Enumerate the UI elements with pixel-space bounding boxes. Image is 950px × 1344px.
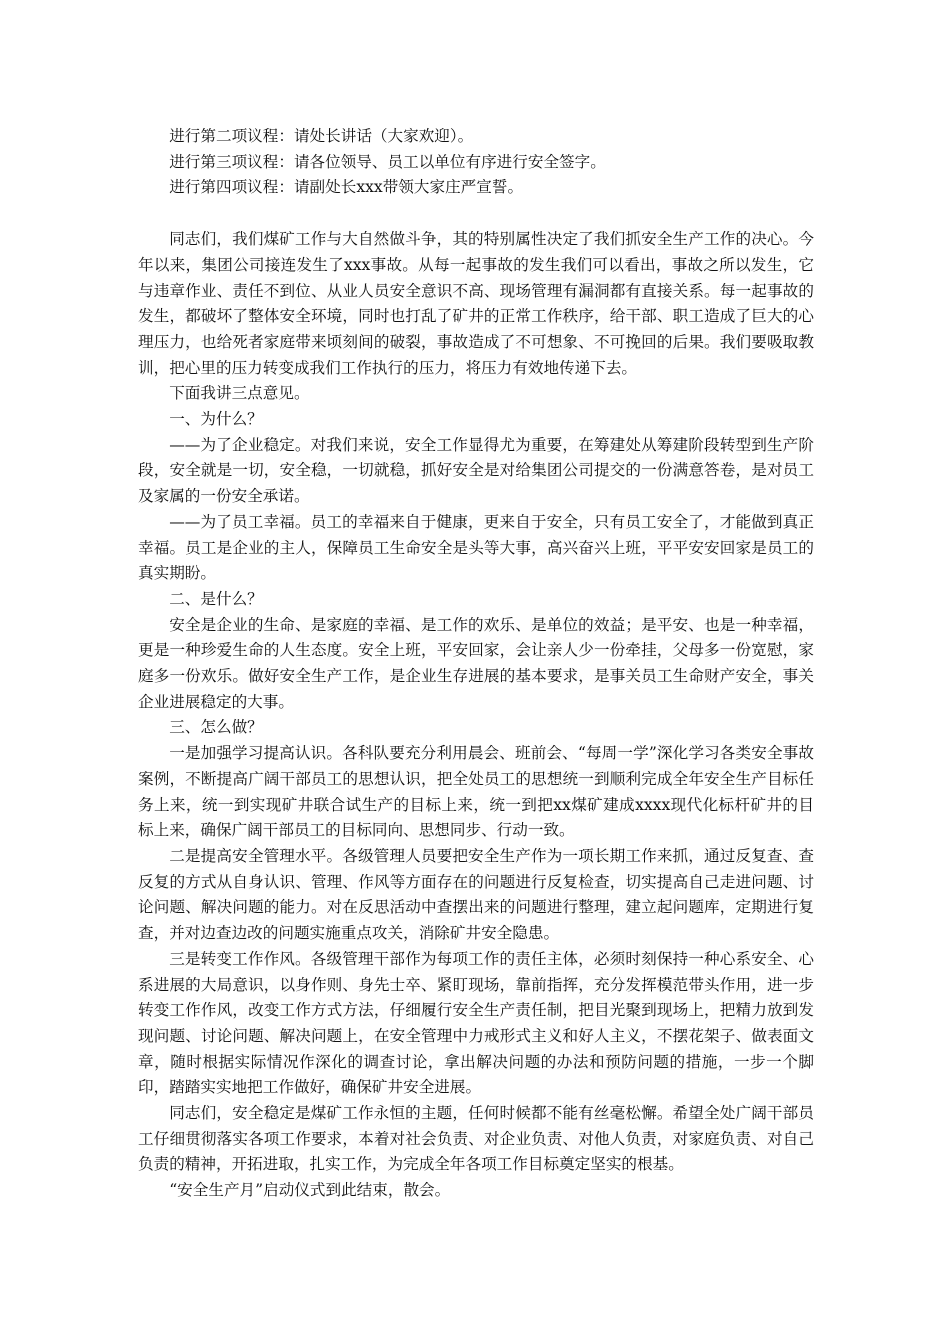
paragraph-opening: 同志们，我们煤矿工作与大自然做斗争，其的特别属性决定了我们抓安全生产工作的决心。今年以来，集团公司接连发生了xxx事故。从每一起事故的发生我们可以看出，事故之所以发生，它与违章作业、责任不到位、从业人员安全意识不高、现场管理有漏洞都有直接关系。每一起事故的发生，都破坏了整体安全环境，同时也打乱了矿井的正常工作秩序，给干部、职工造成了巨大的心理压力，也给死者家庭带来顷刻间的破裂，事故造成了不可想象、不可挽回的后果。我们要吸取教训，把心里的压力转变成我们工作执行的压力，将压力有效地传递下去。 <box>138 230 814 377</box>
paragraph-work-style: 三是转变工作作风。各级管理干部作为每项工作的责任主体，必须时刻保持一种心系安全、心系进展的大局意识，以身作则、身先士卒、紧盯现场，靠前指挥，充分发挥模范带头作用，进一步转变工作作风，改变工作方式方法，仔细履行安全生产责任制，把目光聚到现场上，把精力放到发现问题、讨论问题、解决问题上，在安全管理中力戒形式主义和好人主义，不摆花架子、做表面文章，随时根据实际情况作深化的调查讨论，拿出解决问题的办法和预防问题的措施，一步一个脚印，踏踏实实地把工作做好，确保矿井安全进展。 <box>138 949 814 1097</box>
paragraph-intro: 下面我讲三点意见。 <box>169 384 310 403</box>
agenda-item: 进行第四项议程：请副处长xxx带领大家庄严宣誓。 <box>169 178 524 197</box>
paragraph-end: “安全生产月”启动仪式到此结束，散会。 <box>169 1181 451 1200</box>
speech-body <box>138 227 814 1204</box>
paragraph-study: 一是加强学习提高认识。各科队要充分利用晨会、班前会、“每周一学”深化学习各类安全事故案例，不断提高广阔干部员工的思想认识，把全处员工的思想统一到顺利完成全年安全生产目标任务上来，统一到实现矿井联合试生产的目标上来，统一到把xx煤矿建成xxxx现代化标杆矿井的目标上来，确保广阔干部员工的目标同向、思想同步、行动一致。 <box>138 744 814 840</box>
agenda-item: 进行第二项议程：请处长讲话（大家欢迎）。 <box>169 127 474 145</box>
paragraph-management: 二是提高安全管理水平。各级管理人员要把安全生产作为一项长期工作来抓，通过反复查、查反复的方式从自身认识、管理、作风等方面存在的问题进行反复检查，切实提高自己走进问题、讨论问题、解决问题的能力。对在反思活动中查摆出来的问题进行整理，建立起问题库，定期进行复查，并对边查边改的问题实施重点攻关，消除矿井安全隐患。 <box>138 846 814 943</box>
paragraph-enterprise-stability: ——为了企业稳定。对我们来说，安全工作显得尤为重要，在筹建处从筹建阶段转型到生产阶段，安全就是一切，安全稳，一切就稳，抓好安全是对给集团公司提交的一份满意答卷，是对员工及家属的一份安全承诺。 <box>138 435 814 506</box>
document-page <box>138 124 814 1204</box>
paragraph-closing: 同志们，安全稳定是煤矿工作永恒的主题，任何时候都不能有丝毫松懈。希望全处广阔干部员工仔细贯彻落实各项工作要求，本着对社会负责、对企业负责、对他人负责，对家庭负责、对自己负责的精神，开拓进取，扎实工作，为完成全年各项工作目标奠定坚实的根基。 <box>138 1104 814 1174</box>
agenda-section <box>138 124 814 201</box>
section-heading-what: 二、是什么？ <box>169 589 263 608</box>
section-heading-why: 一、为什么？ <box>169 410 263 429</box>
section-heading-how: 三、怎么做？ <box>169 718 263 737</box>
agenda-item: 进行第三项议程：请各位领导、员工以单位有序进行安全签字。 <box>169 152 606 171</box>
paragraph-employee-happiness: ——为了员工幸福。员工的幸福来自于健康，更来自于安全，只有员工安全了，才能做到真正幸福。员工是企业的主人，保障员工生命安全是头等大事，高兴奋兴上班，平平安安回家是员工的真实期盼。 <box>138 512 814 583</box>
paragraph-safety-meaning: 安全是企业的生命、是家庭的幸福、是工作的欢乐、是单位的效益；是平安、也是一种幸福，更是一种珍爱生命的人生态度。安全上班，平安回家，会让亲人少一份牵挂，父母多一份宽慰，家庭多一份欢乐。做好安全生产工作，是企业生存进展的基本要求，是事关员工生命财产安全，事关企业进展稳定的大事。 <box>138 615 814 711</box>
